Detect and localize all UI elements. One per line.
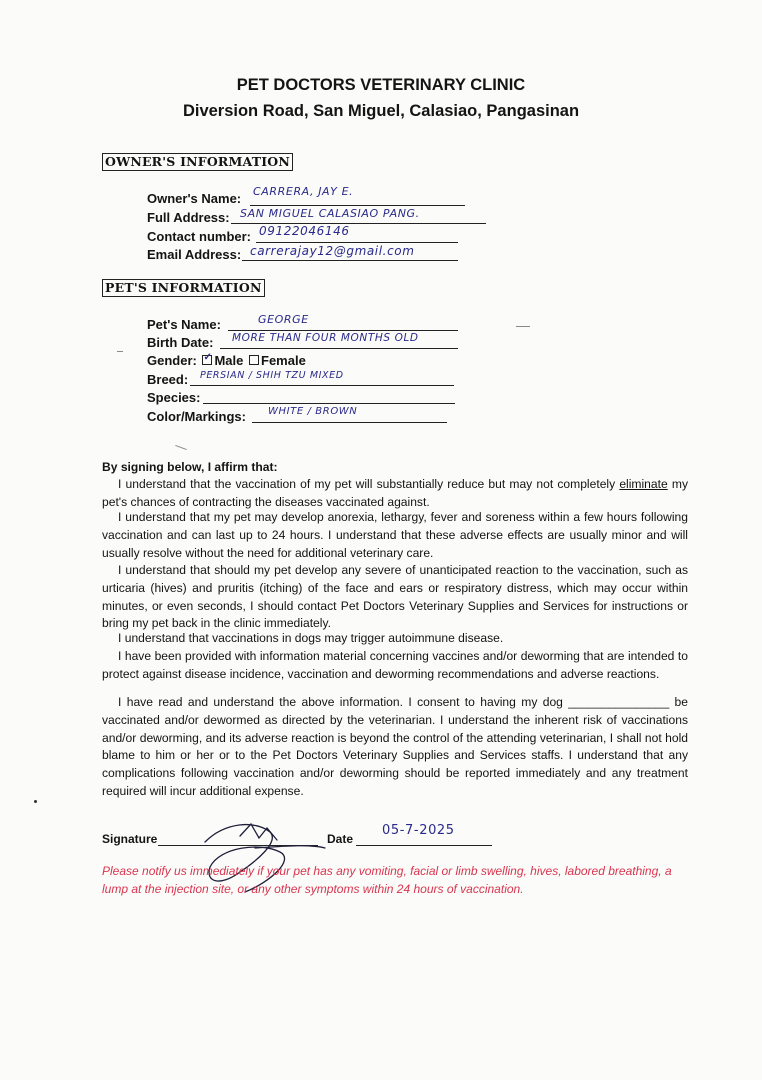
owner-section-heading: OWNER'S INFORMATION: [102, 153, 293, 171]
owner-name-label: Owner's Name:: [147, 191, 242, 206]
breed-label: Breed:: [147, 372, 189, 387]
consent-paragraph-1: [102, 476, 688, 512]
consent-paragraph-2: I understand that my pet may develop anorexia, lethargy, fever and soreness within a few hours following vaccination and can last up to 24 hours. I understand that these adverse effects are usually minor and will usually resolve without the need for additional veterinary care.: [102, 510, 688, 560]
pet-name-value[interactable]: GEORGE: [258, 313, 309, 326]
consent-paragraph-3: I understand that should my pet develop any severe of unanticipated reaction to the vaccination, such as urticaria (hives) and pruritis (itching) of the face and ears or respiratory distress, which may occur within minutes, or even seconds, I should contact Pet Doctors Veterinary Supplies and Services for instructions or bring my pet back in the clinic immediately.: [102, 563, 688, 631]
paper-dot: [34, 800, 37, 803]
consent-p6-end: be vaccinated and/or dewormed as directed by the veterinarian. I understand the inherent risk of vaccinations and/or deworming, and its adverse reaction is beyond the control of the attending veterinarian, I shall not hold blame to him or her or to the Pet Doctors Veterinary Supplies and Services staffs. I understand that any complications following vaccination and/or deworming should be reported immediately and any treatment required will incur additional expense.: [102, 695, 689, 798]
consent-intro: By signing below, I affirm that:: [102, 460, 278, 474]
contact-number-label: Contact number:: [147, 229, 251, 244]
color-markings-value[interactable]: WHITE / BROWN: [268, 406, 358, 417]
full-address-label: Full Address:: [147, 210, 230, 225]
date-value[interactable]: 05-7-2025: [382, 823, 455, 838]
consent-paragraph-6: [102, 694, 688, 801]
consent-paragraph-4: I understand that vaccinations in dogs may trigger autoimmune disease.: [118, 631, 504, 645]
birth-date-line: [220, 348, 458, 349]
stray-mark: [175, 445, 187, 450]
breed-value[interactable]: PERSIAN / SHIH TZU MIXED: [200, 370, 344, 381]
full-address-value[interactable]: SAN MIGUEL CALASIAO PANG.: [240, 207, 420, 220]
species-line: [203, 403, 455, 404]
female-checkbox[interactable]: [249, 355, 259, 365]
pet-section-heading: PET'S INFORMATION: [102, 279, 265, 297]
email-label: Email Address:: [147, 247, 242, 262]
birth-date-value[interactable]: MORE THAN FOUR MONTHS OLD: [232, 332, 419, 344]
gender-label: Gender:: [147, 353, 197, 368]
date-line: [356, 845, 492, 846]
owner-name-value[interactable]: CARRERA, JAY E.: [253, 185, 354, 198]
date-label: Date: [327, 832, 354, 846]
consent-p1-underlined: eliminate: [619, 477, 668, 491]
stray-mark: [516, 326, 530, 327]
clinic-address: Diversion Road, San Miguel, Calasiao, Pangasinan: [182, 102, 580, 120]
gender-female-option: Female: [261, 353, 306, 368]
dog-name-blank[interactable]: _______________: [568, 695, 670, 709]
color-markings-label: Color/Markings:: [147, 409, 246, 424]
email-line: [242, 260, 458, 261]
vaccination-notice: Please notify us immediately if your pet has any vomiting, facial or limb swelling, hives, labored breathing, a lump at the injection site, or any other symptoms within 24 hours of vaccination.: [102, 864, 672, 896]
consent-p6-start: I have read and understand the above information. I consent to having my dog: [118, 695, 563, 709]
stray-mark: [117, 351, 123, 352]
owner-name-line: [250, 205, 465, 206]
pet-name-line: [228, 330, 458, 331]
species-label: Species:: [147, 390, 201, 405]
breed-line: [190, 385, 454, 386]
male-checkbox[interactable]: [202, 355, 212, 365]
email-value[interactable]: carrerajay12@gmail.com: [250, 244, 415, 258]
contact-number-line: [256, 242, 458, 243]
contact-number-value[interactable]: 09122046146: [259, 224, 350, 238]
pet-name-label: Pet's Name:: [147, 317, 221, 332]
consent-p1-start: I understand that the vaccination of my pet will substantially reduce but may not completely: [118, 477, 620, 491]
gender-male-option: Male: [214, 353, 244, 368]
consent-p1-end: my pet's chances of contracting the diseases vaccinated against.: [102, 477, 688, 509]
signature-label: Signature: [102, 832, 158, 846]
color-markings-line: [252, 422, 447, 423]
clinic-title: PET DOCTORS VETERINARY CLINIC: [236, 76, 526, 94]
birth-date-label: Birth Date:: [147, 335, 214, 350]
gender-row: [147, 353, 306, 369]
consent-paragraph-5: I have been provided with information material concerning vaccines and/or deworming that are intended to protect against disease incidence, vaccination and deworming recommendations and adverse reactions.: [102, 649, 688, 681]
